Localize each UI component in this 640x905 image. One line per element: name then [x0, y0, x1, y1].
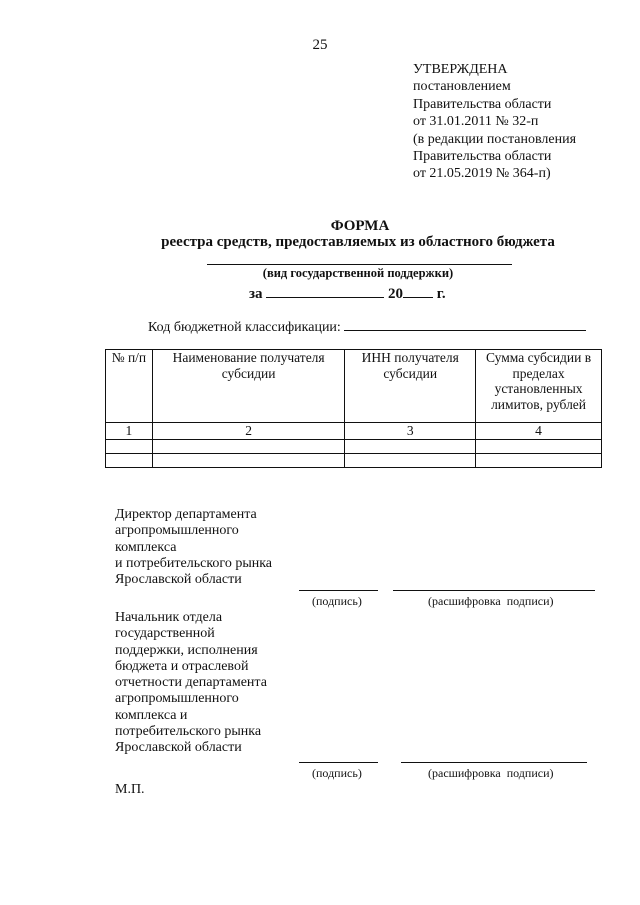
signatory-title-line: бюджета и отраслевой — [115, 658, 249, 674]
table-row — [106, 453, 602, 467]
signature-line — [299, 762, 378, 763]
approval-block — [413, 61, 576, 183]
signatory-title-line: Начальник отдела — [115, 610, 223, 625]
header-number: № п/п — [106, 350, 153, 423]
kbk-line — [148, 318, 586, 336]
kbk-blank — [344, 318, 586, 331]
signatory-title-line: государственной — [115, 626, 215, 642]
transcript-caption: (расшифровка подписи) — [428, 766, 554, 780]
table-cell — [106, 453, 153, 467]
transcript-line — [401, 762, 587, 763]
period-blank — [266, 284, 384, 298]
signatory-title-line: комплекса — [115, 539, 177, 555]
transcript-caption: (расшифровка подписи) — [428, 594, 554, 608]
period-line — [249, 284, 446, 303]
period-year-prefix: 20 — [388, 286, 404, 302]
signatory-title-line: отчетности департамента — [115, 675, 267, 691]
signatory-title-line: агропромышленного — [115, 691, 239, 707]
approval-line: (в редакции постановления — [413, 131, 577, 147]
support-type-caption: (вид государственной поддержки) — [262, 266, 454, 280]
signatory-title-line: комплекса и — [115, 707, 188, 723]
form-title: ФОРМА — [330, 218, 390, 234]
stamp-label: М.П. — [115, 782, 145, 797]
table-header-row — [106, 350, 602, 423]
signatory-title — [115, 610, 267, 757]
signatory-title-line: агропромышленного — [115, 523, 239, 539]
table-row — [106, 439, 602, 453]
support-type-line — [207, 264, 512, 265]
register-table — [105, 349, 602, 468]
approval-line: Правительства области — [413, 96, 552, 112]
period-suffix: г. — [436, 286, 446, 302]
approval-line: Правительства области — [413, 149, 552, 165]
signatory-title — [115, 507, 272, 588]
table-cell — [345, 439, 476, 453]
header-subsidy-amount: Сумма субсидии в пределах установленных лимитов, рублей — [476, 350, 602, 423]
header-recipient-name: Наименование получателя субсидии — [152, 350, 345, 423]
header-recipient-inn: ИНН получателя субсидии — [345, 350, 476, 423]
signature-line — [299, 590, 378, 591]
approval-line: постановлением — [413, 79, 511, 95]
table-cell — [476, 453, 602, 467]
column-number: 4 — [476, 423, 602, 440]
approval-line: от 31.01.2011 № 32-п — [413, 114, 539, 130]
signatory-title-line: поддержки, исполнения — [115, 642, 258, 658]
column-number-row — [106, 423, 602, 440]
table-cell — [152, 439, 345, 453]
page-number: 25 — [312, 37, 328, 53]
transcript-line — [393, 590, 595, 591]
signature-caption: (подпись) — [312, 594, 362, 608]
approval-line: УТВЕРЖДЕНА — [413, 62, 508, 77]
signatory-title-line: Директор департамента — [115, 507, 257, 522]
table-cell — [152, 453, 345, 467]
table-cell — [345, 453, 476, 467]
signatory-title-line: и потребительского рынка — [115, 555, 273, 571]
period-prefix: за — [249, 286, 263, 302]
kbk-label: Код бюджетной классификации: — [148, 320, 341, 335]
column-number: 3 — [345, 423, 476, 440]
signature-caption: (подпись) — [312, 766, 362, 780]
table-cell — [476, 439, 602, 453]
signatory-title-line: Ярославской области — [115, 572, 242, 588]
signatory-title-line: Ярославской области — [115, 740, 242, 756]
table-cell — [106, 439, 153, 453]
form-subtitle: реестра средств, предоставляемых из областного бюджета — [161, 234, 555, 250]
column-number: 1 — [106, 423, 153, 440]
column-number: 2 — [152, 423, 345, 440]
approval-line: от 21.05.2019 № 364-п) — [413, 166, 551, 182]
signatory-title-line: потребительского рынка — [115, 724, 262, 740]
year-blank — [403, 284, 433, 298]
